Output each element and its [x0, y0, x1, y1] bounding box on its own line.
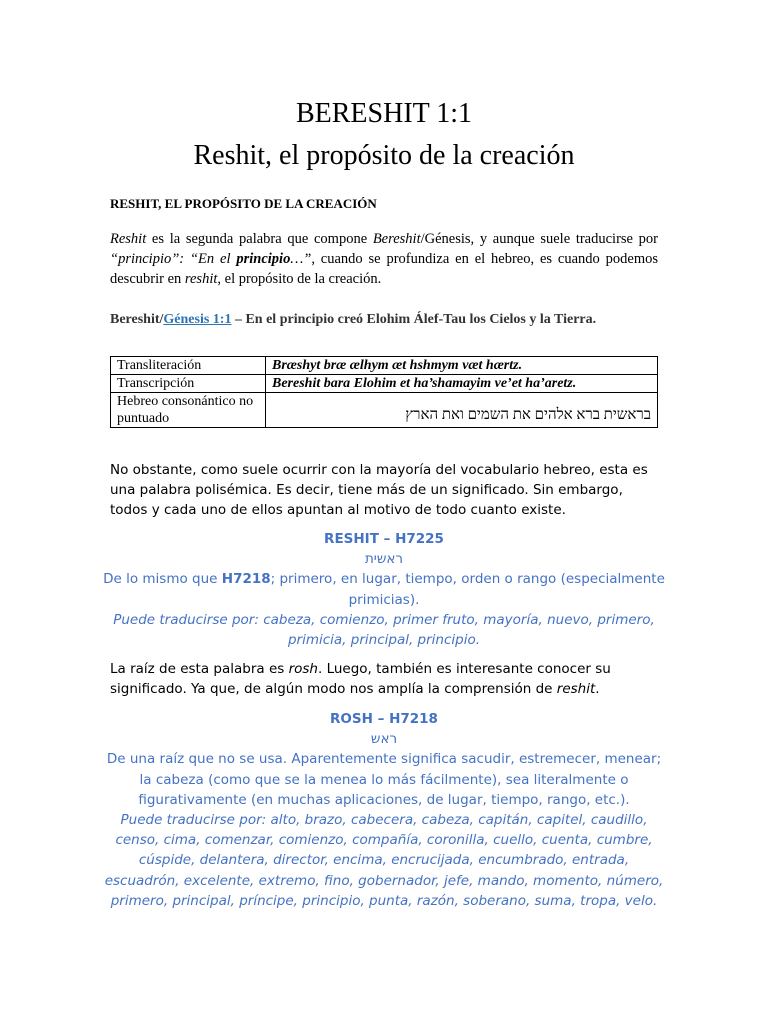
table-value: Bræshyt bræ ælhym æt hshmym væt hærtz.: [266, 357, 658, 375]
table-row: [111, 393, 658, 428]
paragraph-root: [110, 659, 658, 699]
page-title: BERESHIT 1:1: [295, 98, 473, 129]
entry-hebrew: ראש: [370, 731, 398, 748]
intro-word-reshit: Reshit: [110, 231, 147, 247]
entry-hebrew: ראשית: [364, 551, 404, 568]
table-row: [111, 375, 658, 393]
verse-link[interactable]: Génesis 1:1: [163, 312, 232, 327]
intro-text-4: , el propósito de la creación.: [217, 271, 382, 287]
entry-translations: Puede traducirse por: cabeza, comienzo, primer fruto, mayoría, nuevo, primero, primicia, principal, principio.: [113, 611, 655, 649]
intro-text-3: , cuando se profundiza en el hebreo, es cuando podemos descubrir en: [110, 251, 658, 287]
table-label: Transcripción: [111, 375, 266, 393]
intro-word-reshit-2: reshit: [184, 271, 218, 287]
lexicon-entry-reshit: [100, 529, 668, 650]
entry-definition: De una raíz que no se usa. Aparentemente significa sacudir, estremecer, menear; la cabeza (como que se la menea lo más fácilmente), sea literalmente o figurativamente (en muchas aplicaciones, de lugar, tiempo, rango, etc.).: [106, 751, 662, 808]
table-label: Transliteración: [111, 357, 266, 375]
intro-quote-end: …”: [290, 251, 312, 267]
entry-translations: Puede traducirse por: alto, brazo, cabecera, cabeza, capitán, capitel, caudillo, censo, cima, comenzar, comienzo, compañía, coronilla, cuello, cuenta, cumbre, cúspide, delantera, director, encima, encrucijada, encumbrado, entrada, escuadrón, excelente, extremo, fino, gobernador, jefe, mando, momento, número, primero, principal, príncipe, principio, punta, razón, soberano, suma, tropa, velo.: [104, 812, 664, 909]
intro-paragraph: [110, 229, 658, 289]
table-row: [111, 357, 658, 375]
p2-word-reshit: reshit: [556, 681, 596, 698]
table-value: Bereshit bara Elohim et ha’shamayim ve’et ha’aretz.: [266, 375, 658, 393]
transliteration-table: [110, 356, 658, 428]
entry-head: ROSH – H7218: [330, 711, 438, 727]
p2-text-1: La raíz de esta palabra es: [110, 661, 289, 677]
entry-head: RESHIT – H7225: [324, 531, 444, 547]
p2-text-3: .: [595, 681, 600, 698]
paragraph-polysemic: No obstante, como suele ocurrir con la mayoría del vocabulario hebreo, esta es una palabra polisémica. Es decir, tiene más de un significado. Sin embargo, todos y cada uno de ellos apuntan al motivo de todo cuanto existe.: [110, 462, 648, 519]
verse-text: – En el principio creó Elohim Álef-Tau los Cielos y la Tierra.: [231, 312, 597, 327]
intro-text-2: /Génesis, y aunque suele traducirse por: [420, 231, 658, 247]
verse-line: [110, 312, 670, 328]
entry-def-pre: De lo mismo que: [103, 571, 222, 588]
intro-text-1: es la segunda palabra que compone: [146, 231, 373, 247]
table-label: Hebreo consonántico no puntuado: [111, 393, 266, 428]
p2-word-rosh: rosh: [288, 661, 318, 677]
intro-quote-start: “principio”: “En el: [110, 251, 237, 267]
entry-def-ref: H7218: [221, 571, 271, 588]
entry-definition: [100, 569, 668, 609]
entry-def-post: ; primero, en lugar, tiempo, orden o rango (especialmente primicias).: [270, 571, 665, 608]
section-heading: RESHIT, EL PROPÓSITO DE LA CREACIÓN: [110, 196, 377, 211]
p2-text-2: . Luego, también es interesante conocer su significado. Ya que, de algún modo nos amplía la comprensión de: [110, 661, 611, 698]
verse-prefix: Bereshit/: [110, 312, 164, 327]
intro-quote-bold: principio: [236, 251, 291, 267]
page-subtitle: Reshit, el propósito de la creación: [193, 140, 575, 171]
table-value-hebrew: בראשית ברא אלהים את השמים ואת הארץ: [266, 393, 658, 428]
lexicon-entry-rosh: [100, 709, 668, 911]
intro-word-bereshit: Bereshit: [372, 231, 421, 247]
